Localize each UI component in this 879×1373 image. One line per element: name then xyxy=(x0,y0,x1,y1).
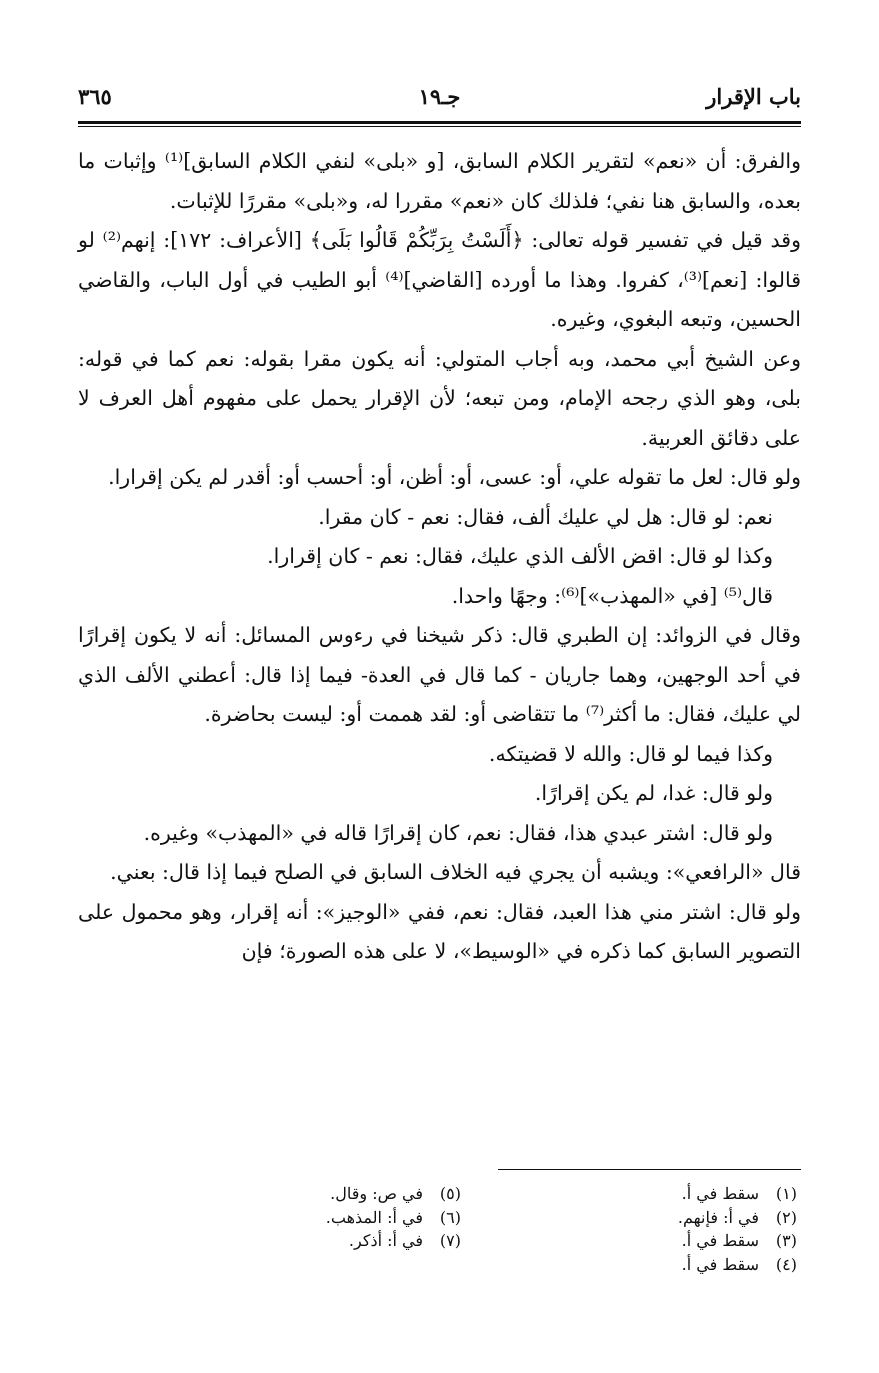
footnote xyxy=(547,1206,797,1230)
running-header xyxy=(78,84,801,118)
paragraph: قال⁽⁵⁾ [في «المهذب»]⁽⁶⁾: وجهًا واحدا. xyxy=(451,583,773,608)
paragraph: نعم: لو قال: هل لي عليك ألف، فقال: نعم - كان مقرا. xyxy=(318,504,773,529)
page-number: ٣٦٥ xyxy=(78,84,112,109)
footnote xyxy=(547,1253,797,1277)
footnote-text: في أ: المذهب. xyxy=(325,1207,423,1227)
paragraph: ولو قال: اشتر عبدي هذا، فقال: نعم، كان إقرارًا قاله في «المهذب» وغيره. xyxy=(143,820,773,845)
footnote xyxy=(211,1206,461,1230)
footnote-number: (١) xyxy=(775,1184,797,1203)
paragraph: ولو قال: اشتر مني هذا العبد، فقال: نعم، ففي «الوجيز»: أنه إقرار، وهو محمول على التصوير السابق كما ذكره في «الوسيط»، لا على هذه الصورة؛ فإن xyxy=(78,899,801,963)
footnote-number: (٣) xyxy=(775,1231,797,1250)
footnote-text: سقط في أ. xyxy=(681,1254,759,1274)
footnotes-left-column xyxy=(211,1182,461,1253)
footnote-text: سقط في أ. xyxy=(681,1184,759,1203)
footnote-text: سقط في أ. xyxy=(681,1231,759,1250)
body-text xyxy=(78,142,801,972)
paragraph: ولو قال: لعل ما تقوله علي، أو: عسى، أو: أظن، أو: أحسب أو: أقدر لم يكن إقرارا. xyxy=(108,465,801,489)
paragraph: وعن الشيخ أبي محمد، وبه أجاب المتولي: أنه يكون مقرا بقوله: نعم كما في قوله: بلى، وهو الذي رجحه الإمام، ومن تبعه؛ لأن الإقرار يحمل على مفهوم أهل العرف لا على دقائق العربية. xyxy=(78,346,801,450)
footnotes-right-column xyxy=(547,1182,797,1276)
footnote-text: في ص: وقال. xyxy=(330,1184,423,1203)
footnote-number: (٥) xyxy=(439,1184,461,1203)
footnote-text: في أ: فإنهم. xyxy=(677,1207,759,1227)
footnote-number: (٢) xyxy=(775,1207,797,1227)
paragraph: والفرق: أن «نعم» لتقرير الكلام السابق، [و «بلى» لنفي الكلام السابق]⁽¹⁾ وإثبات ما بعده، والسابق هنا نفي؛ فلذلك كان «نعم» مقررا له، و«بلى» مقررًا للإثبات. xyxy=(78,149,802,213)
footnote-number: (٧) xyxy=(439,1231,461,1250)
footnote xyxy=(547,1229,797,1253)
chapter-title: باب الإقرار xyxy=(706,84,801,109)
paragraph: قال «الرافعي»: ويشبه أن يجري فيه الخلاف السابق في الصلح فيما إذا قال: بعني. xyxy=(110,860,801,884)
volume-number: جـ١٩ xyxy=(418,84,461,109)
footnote-number: (٦) xyxy=(439,1207,461,1227)
paragraph: وكذا لو قال: اقض الألف الذي عليك، فقال: نعم - كان إقرارا. xyxy=(267,544,773,568)
paragraph: وكذا فيما لو قال: والله لا قضيتكه. xyxy=(488,741,773,766)
footnote-rule xyxy=(498,1169,801,1170)
footnote-number: (٤) xyxy=(775,1254,797,1274)
footnote xyxy=(211,1229,461,1253)
paragraph: وقال في الزوائد: إن الطبري قال: ذكر شيخنا في رءوس المسائل: أنه لا يكون إقرارًا في أحد الوجهين، وهما جاريان - كما قال في العدة- فيما إذا قال: أعطني الألف الذي لي عليك، فقال: ما أكثر⁽⁷⁾ ما تتقاضى أو: لقد هممت أو: ليست بحاضرة. xyxy=(78,623,801,726)
header-rule-thin xyxy=(78,126,801,127)
footnote xyxy=(547,1182,797,1206)
footnote-text: في أ: أذكر. xyxy=(348,1231,423,1250)
header-rule-thick xyxy=(78,121,801,124)
footnote xyxy=(211,1182,461,1206)
paragraph: وقد قيل في تفسير قوله تعالى: ﴿أَلَسْتُ بِرَبِّكُمْ قَالُوا بَلَى﴾ [الأعراف: ١٧٢]: إنهم⁽²⁾ لو قالوا: [نعم]⁽³⁾، كفروا. وهذا ما أورده [القاضي]⁽⁴⁾ أبو الطيب في أول الباب، والقاضي الحسين، وتبعه البغوي، وغيره. xyxy=(78,228,801,331)
paragraph: ولو قال: غدا، لم يكن إقرارًا. xyxy=(534,781,773,805)
